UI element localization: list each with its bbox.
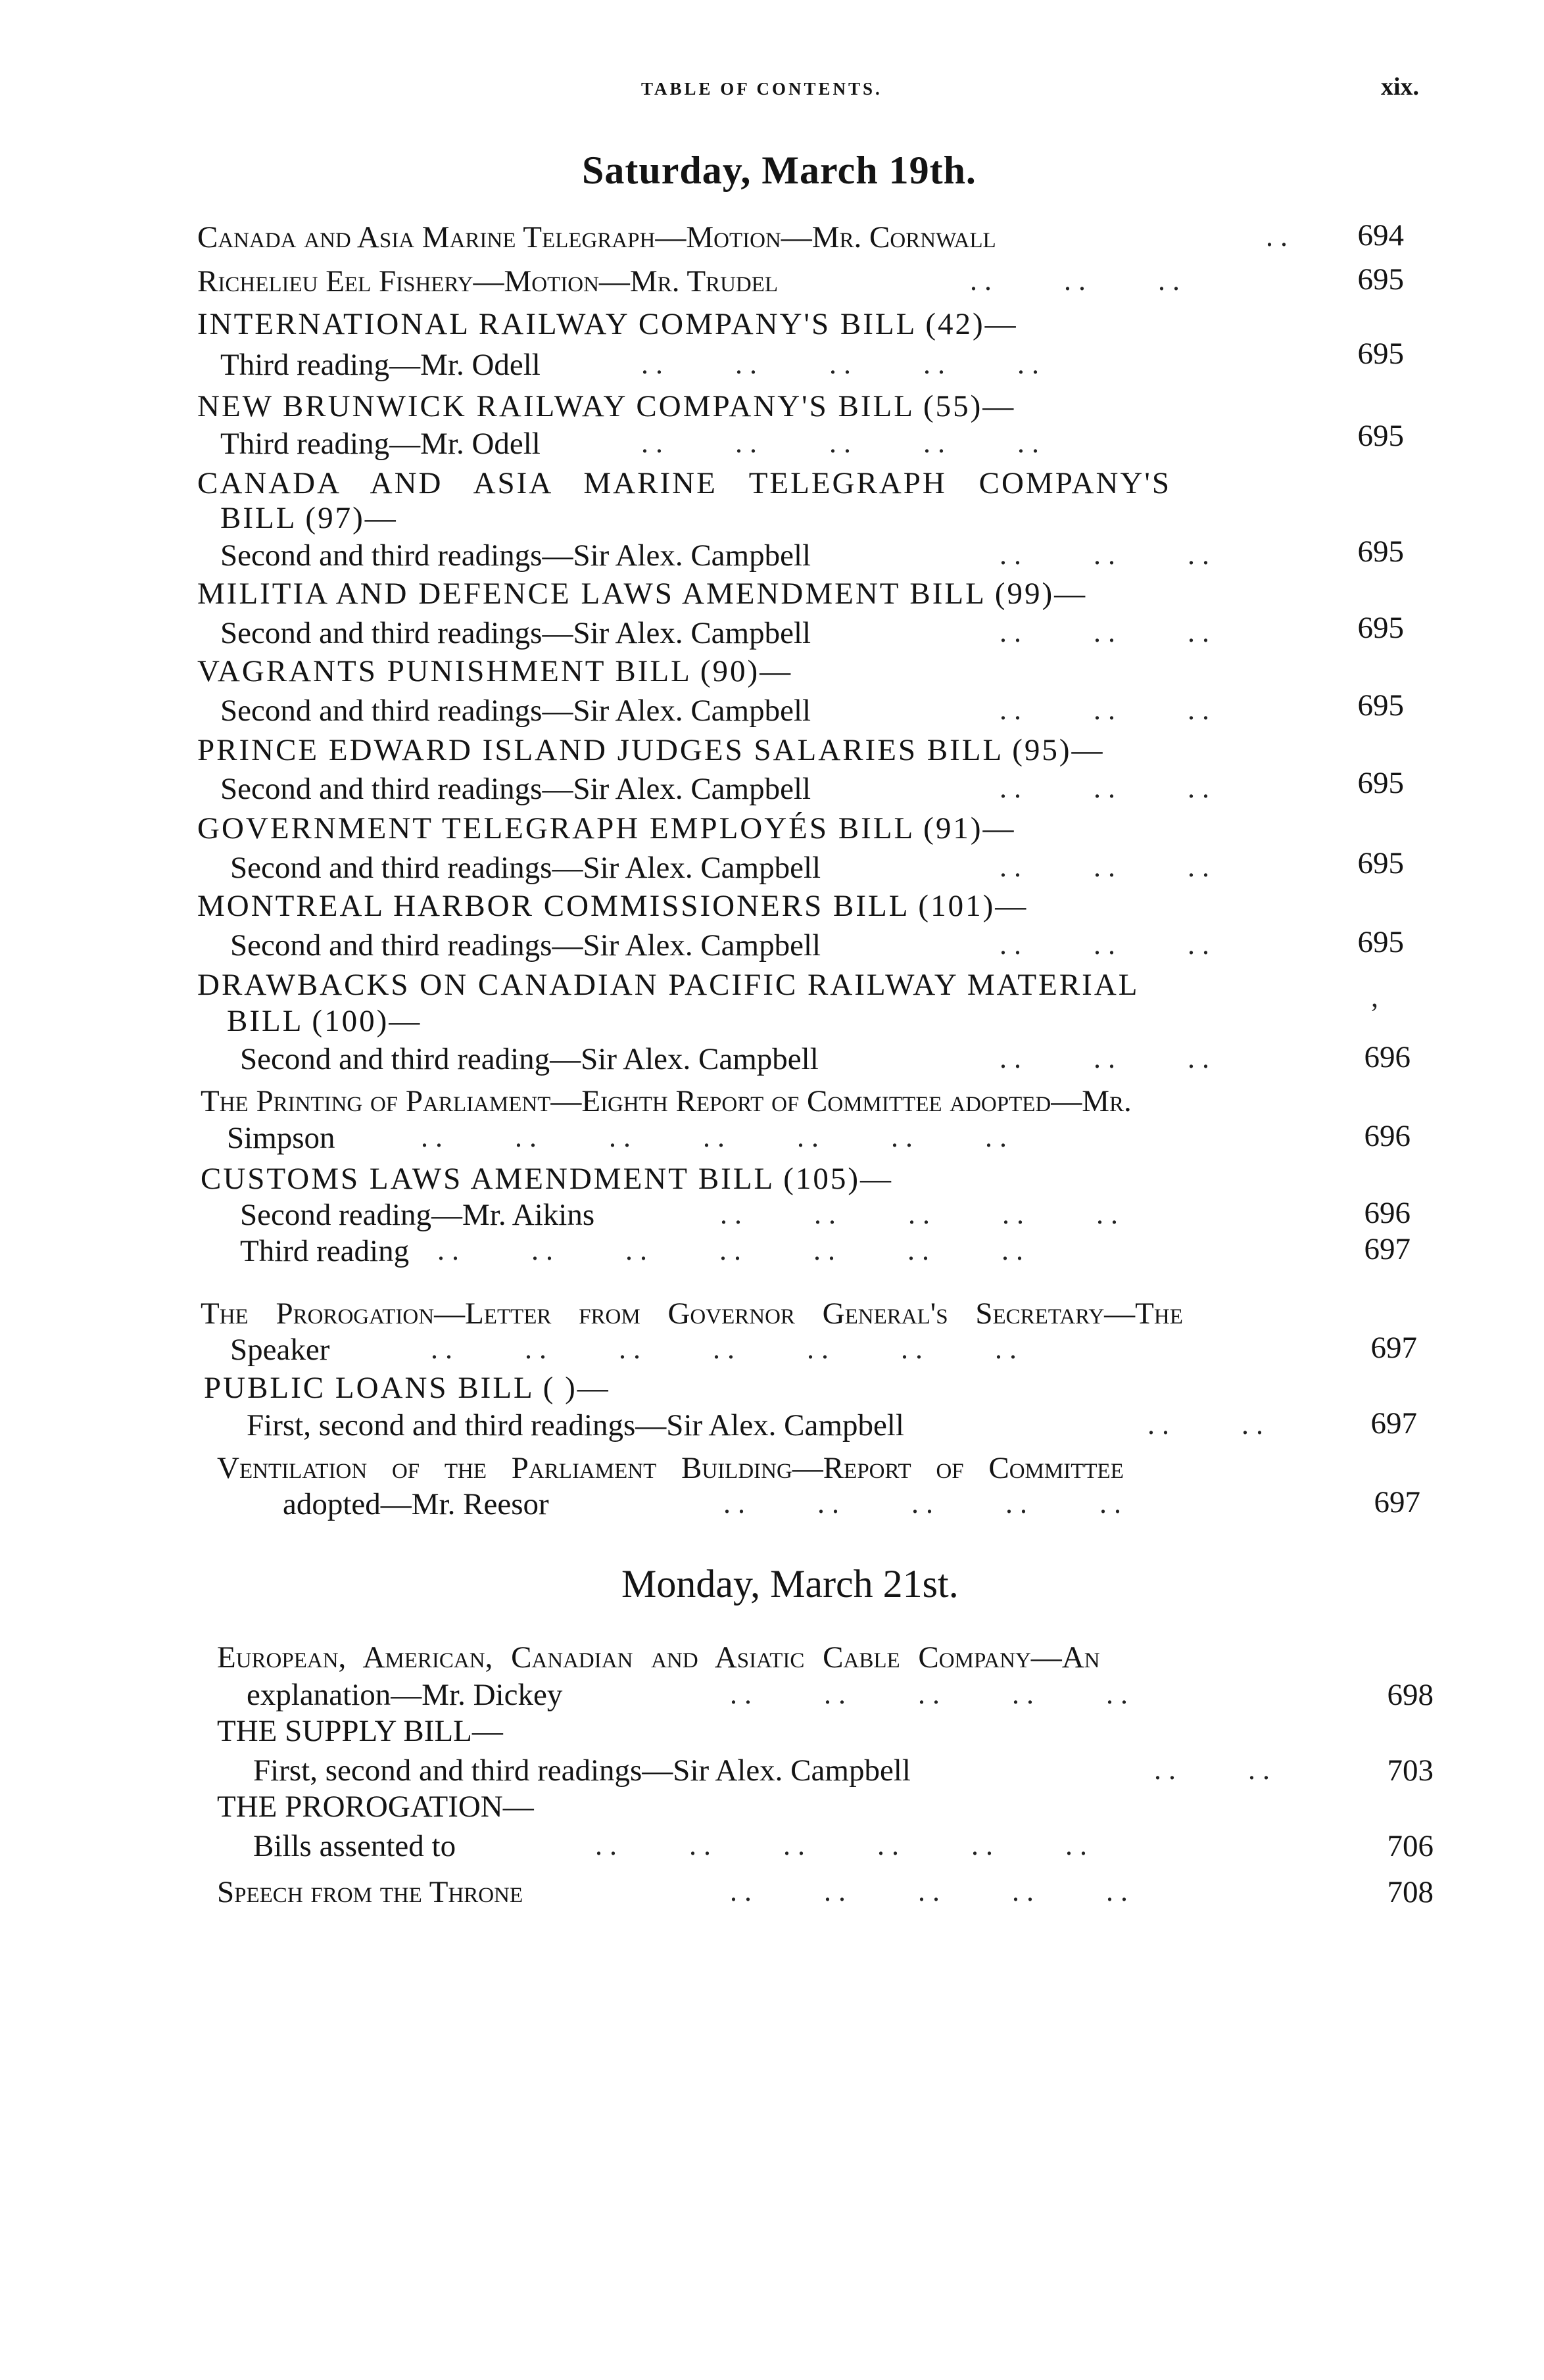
toc-entry-detail: Second reading—Mr. Aikins [240, 1198, 595, 1232]
toc-page-number: 695 [1357, 925, 1404, 959]
toc-page-number: 696 [1364, 1119, 1411, 1153]
toc-entry-detail: Third reading—Mr. Odell [220, 348, 541, 382]
toc-entry-title: GOVERNMENT TELEGRAPH EMPLOYÉS BILL (91)— [197, 811, 1016, 845]
toc-entry-title: European, American, Canadian and Asiatic Cable Company—An [217, 1640, 1100, 1675]
toc-entry-detail: Second and third reading—Sir Alex. Campbell [240, 1042, 819, 1076]
toc-entry-detail: Speaker [230, 1333, 330, 1367]
toc-page-number: 697 [1364, 1232, 1411, 1266]
toc-page-number: 695 [1357, 846, 1404, 880]
toc-entry-title: The Printing of Parliament—Eighth Report of Committee adopted—Mr. [201, 1084, 1132, 1118]
toc-entry-title: THE PROROGATION— [217, 1790, 534, 1824]
toc-entry-detail: Bills assented to [253, 1829, 456, 1863]
leader-dots: . . . . . . [1000, 616, 1209, 648]
toc-entry-detail: Second and third readings—Sir Alex. Campbell [220, 694, 811, 728]
toc-entry-title: CANADA AND ASIA MARINE TELEGRAPH COMPANY'S [197, 466, 1171, 500]
toc-entry-detail: Second and third readings—Sir Alex. Campbell [220, 772, 811, 806]
leader-dots: . . . . [1154, 1753, 1270, 1786]
leader-dots: . . . . . . . . . . [641, 427, 1039, 459]
running-head: TABLE OF CONTENTS. [641, 79, 882, 99]
toc-page-number: 695 [1357, 337, 1404, 371]
toc-entry-title-cont: BILL (100)— [227, 1004, 422, 1038]
toc-entry-detail: Second and third readings—Sir Alex. Campbell [230, 851, 821, 885]
toc-entry-title: The Prorogation—Letter from Governor General's Secretary—The [201, 1297, 1183, 1331]
leader-dots: . . . . . . . . . . [730, 1678, 1128, 1710]
leader-dots: . . . . . . [1000, 1042, 1209, 1074]
leader-dots: . . [1266, 220, 1288, 252]
leader-dots: . . . . . . . . . . . . [595, 1829, 1087, 1861]
toc-page-number: 698 [1387, 1678, 1434, 1712]
leader-dots: . . . . . . . . . . . . . . [437, 1234, 1023, 1266]
toc-entry-title: THE SUPPLY BILL— [217, 1714, 503, 1748]
toc-page-number: 706 [1387, 1829, 1434, 1863]
toc-entry-title: PRINCE EDWARD ISLAND JUDGES SALARIES BILL (95)— [197, 733, 1105, 767]
toc-page-number: 708 [1387, 1875, 1434, 1909]
toc-page-number: 695 [1357, 535, 1404, 569]
toc-entry-title: Ventilation of the Parliament Building—Report of Committee [217, 1451, 1124, 1485]
toc-page-number: 697 [1374, 1485, 1420, 1519]
toc-page-number: 694 [1357, 218, 1404, 252]
toc-entry-title: PUBLIC LOANS BILL ( )— [204, 1371, 610, 1405]
toc-entry-title: Speech from the Throne [217, 1875, 523, 1909]
toc-entry-detail: Second and third readings—Sir Alex. Campbell [230, 928, 821, 963]
leader-dots: . . . . . . . . . . . . . . [421, 1121, 1007, 1153]
toc-page-number: 697 [1370, 1406, 1417, 1440]
toc-entry-title: Canada and Asia Marine Telegraph—Motion—Mr. Cornwall [197, 220, 996, 254]
toc-page-number: 703 [1387, 1753, 1434, 1788]
leader-dots: . . . . [1147, 1408, 1263, 1440]
toc-entry-title: MONTREAL HARBOR COMMISSIONERS BILL (101)— [197, 889, 1028, 923]
toc-entry-title: VAGRANTS PUNISHMENT BILL (90)— [197, 654, 793, 688]
toc-entry-title-cont: BILL (97)— [220, 501, 398, 535]
leader-dots: , [1371, 981, 1378, 1013]
toc-page-number: 695 [1357, 688, 1404, 723]
toc-page-number: 695 [1357, 766, 1404, 800]
toc-page-number: 695 [1357, 419, 1404, 453]
leader-dots: . . . . . . [1000, 772, 1209, 804]
toc-entry-detail: explanation—Mr. Dickey [247, 1678, 563, 1712]
leader-dots: . . . . . . [1000, 851, 1209, 883]
toc-page-number: 696 [1364, 1196, 1411, 1230]
leader-dots: . . . . . . [1000, 694, 1209, 726]
toc-entry-detail: First, second and third readings—Sir Alex. Campbell [253, 1753, 911, 1788]
toc-page-number: 696 [1364, 1040, 1411, 1074]
toc-page-number: 695 [1357, 262, 1404, 297]
leader-dots: . . . . . . . . . . . . . . [431, 1333, 1017, 1365]
toc-entry-detail: Third reading—Mr. Odell [220, 427, 541, 461]
toc-entry-detail: adopted—Mr. Reesor [283, 1487, 549, 1521]
leader-dots: . . . . . . . . . . [730, 1875, 1128, 1907]
toc-entry-title: DRAWBACKS ON CANADIAN PACIFIC RAILWAY MATERIAL [197, 968, 1140, 1002]
toc-entry-title: CUSTOMS LAWS AMENDMENT BILL (105)— [201, 1162, 894, 1196]
toc-entry-title: INTERNATIONAL RAILWAY COMPANY'S BILL (42)— [197, 307, 1018, 341]
toc-entry-detail: Second and third readings—Sir Alex. Campbell [220, 616, 811, 650]
toc-page-number: 695 [1357, 611, 1404, 645]
page-number: xix. [1381, 73, 1420, 101]
toc-page-number: 697 [1370, 1331, 1417, 1365]
leader-dots: . . . . . . . . . . [723, 1487, 1121, 1519]
toc-entry-detail: Third reading [240, 1234, 410, 1268]
toc-entry-detail: First, second and third readings—Sir Alex. Campbell [247, 1408, 904, 1442]
leader-dots: . . . . . . . . . . [641, 348, 1039, 380]
leader-dots: . . . . . . [1000, 538, 1209, 571]
toc-entry-title: Richelieu Eel Fishery—Motion—Mr. Trudel [197, 264, 779, 298]
toc-entry-title: MILITIA AND DEFENCE LAWS AMENDMENT BILL (99)— [197, 577, 1088, 611]
day-heading-saturday: Saturday, March 19th. [582, 149, 977, 192]
toc-entry-detail: Second and third readings—Sir Alex. Campbell [220, 538, 811, 573]
leader-dots: . . . . . . . . . . [720, 1198, 1118, 1230]
toc-entry-title: NEW BRUNWICK RAILWAY COMPANY'S BILL (55)— [197, 389, 1016, 423]
day-heading-monday: Monday, March 21st. [621, 1562, 959, 1606]
leader-dots: . . . . . . [1000, 928, 1209, 961]
leader-dots: . . . . . . [970, 264, 1180, 297]
toc-entry-detail: Simpson [227, 1121, 335, 1155]
